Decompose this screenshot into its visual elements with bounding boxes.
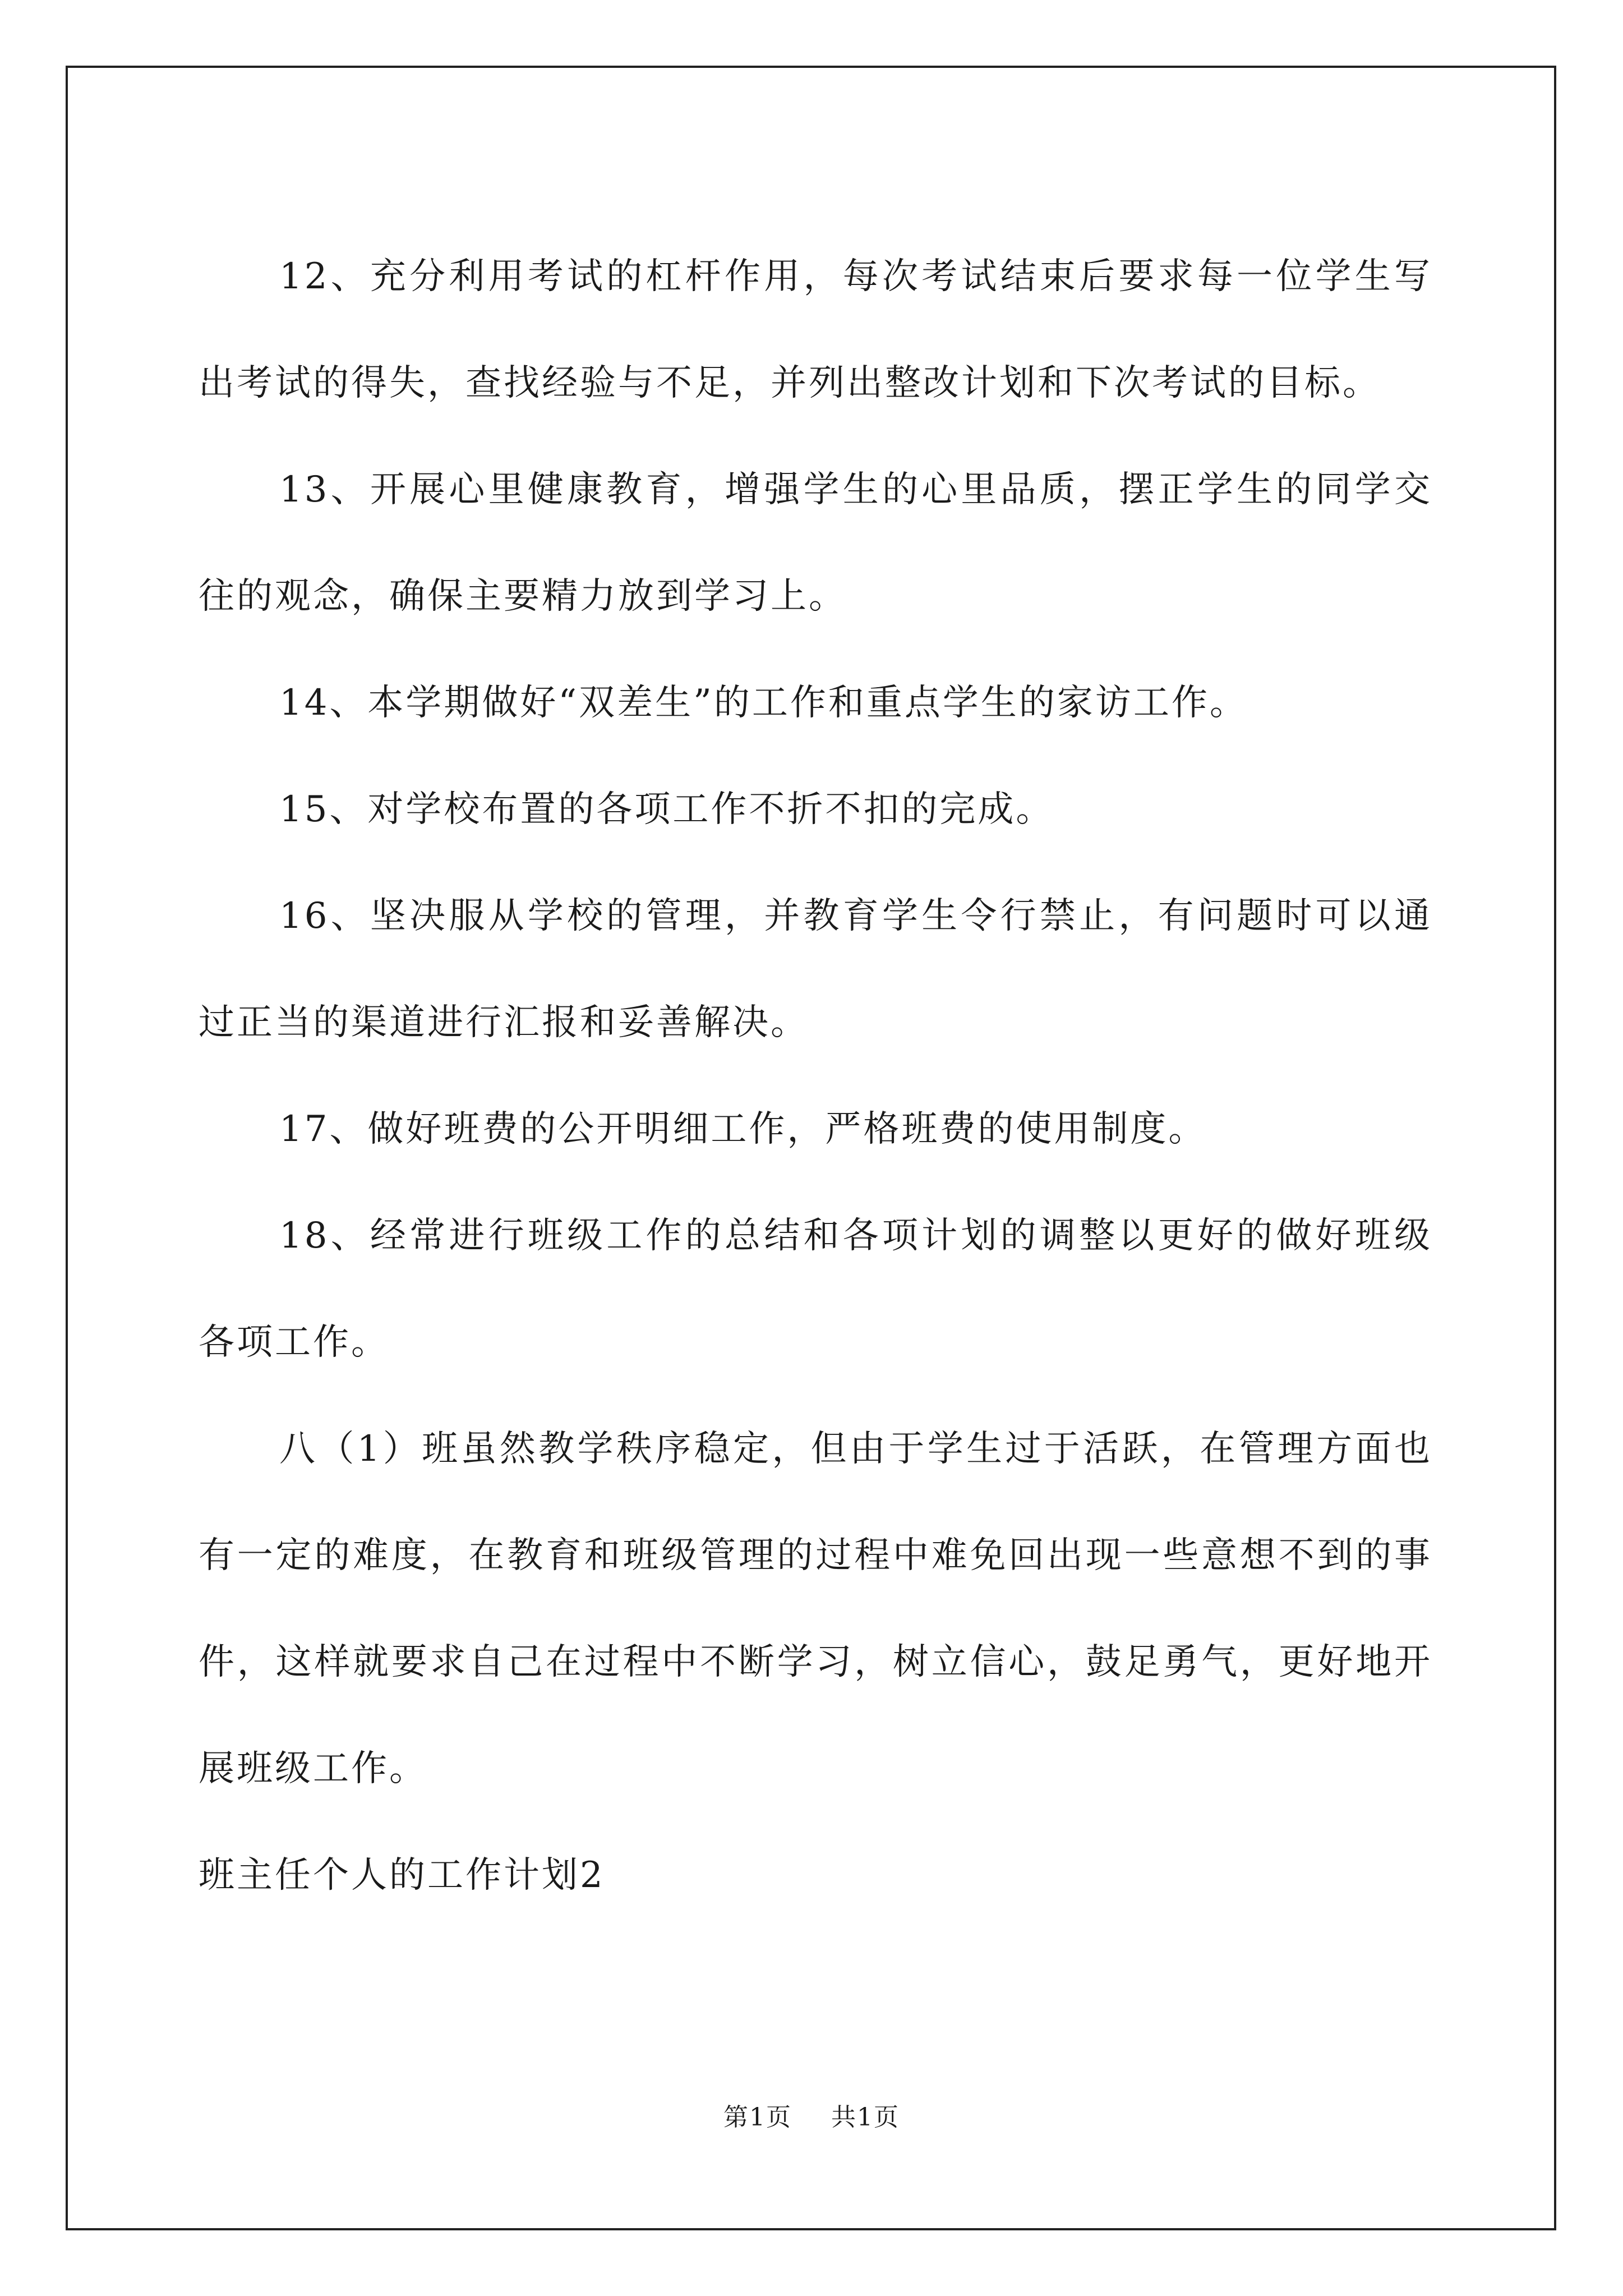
paragraph-item-18: 18、经常进行班级工作的总结和各项计划的调整以更好的做好班级各项工作。 bbox=[199, 1215, 1432, 1363]
paragraph-item-16: 16、坚决服从学校的管理，并教育学生令行禁止，有问题时可以通过正当的渠道进行汇报和妥善解决。 bbox=[199, 895, 1432, 1043]
document-body bbox=[199, 223, 1432, 1929]
paragraph-item-12: 12、充分利用考试的杠杆作用，每次考试结束后要求每一位学生写出考试的得失，查找经验与不足，并列出整改计划和下次考试的目标。 bbox=[199, 256, 1432, 404]
paragraph-item-15: 15、对学校布置的各项工作不折不扣的完成。 bbox=[279, 789, 1054, 830]
page-footer bbox=[0, 2097, 1623, 2133]
paragraph-class-summary: 八（1）班虽然教学秩序稳定，但由于学生过于活跃，在管理方面也有一定的难度，在教育和班级管理的过程中难免回出现一些意想不到的事件，这样就要求自己在过程中不断学习，树立信心，鼓足勇气，更好地开展班级工作。 bbox=[199, 1428, 1432, 1789]
paragraph-item-17: 17、做好班费的公开明细工作，严格班费的使用制度。 bbox=[279, 1108, 1207, 1150]
page-number-total: 共1页 bbox=[831, 2103, 900, 2132]
section-heading: 班主任个人的工作计划2 bbox=[199, 1855, 605, 1896]
paragraph-item-13: 13、开展心里健康教育，增强学生的心里品质，摆正学生的同学交往的观念，确保主要精力放到学习上。 bbox=[199, 469, 1432, 617]
page-number-current: 第1页 bbox=[723, 2103, 792, 2132]
paragraph-item-14: 14、本学期做好“双差生”的工作和重点学生的家访工作。 bbox=[279, 682, 1248, 724]
